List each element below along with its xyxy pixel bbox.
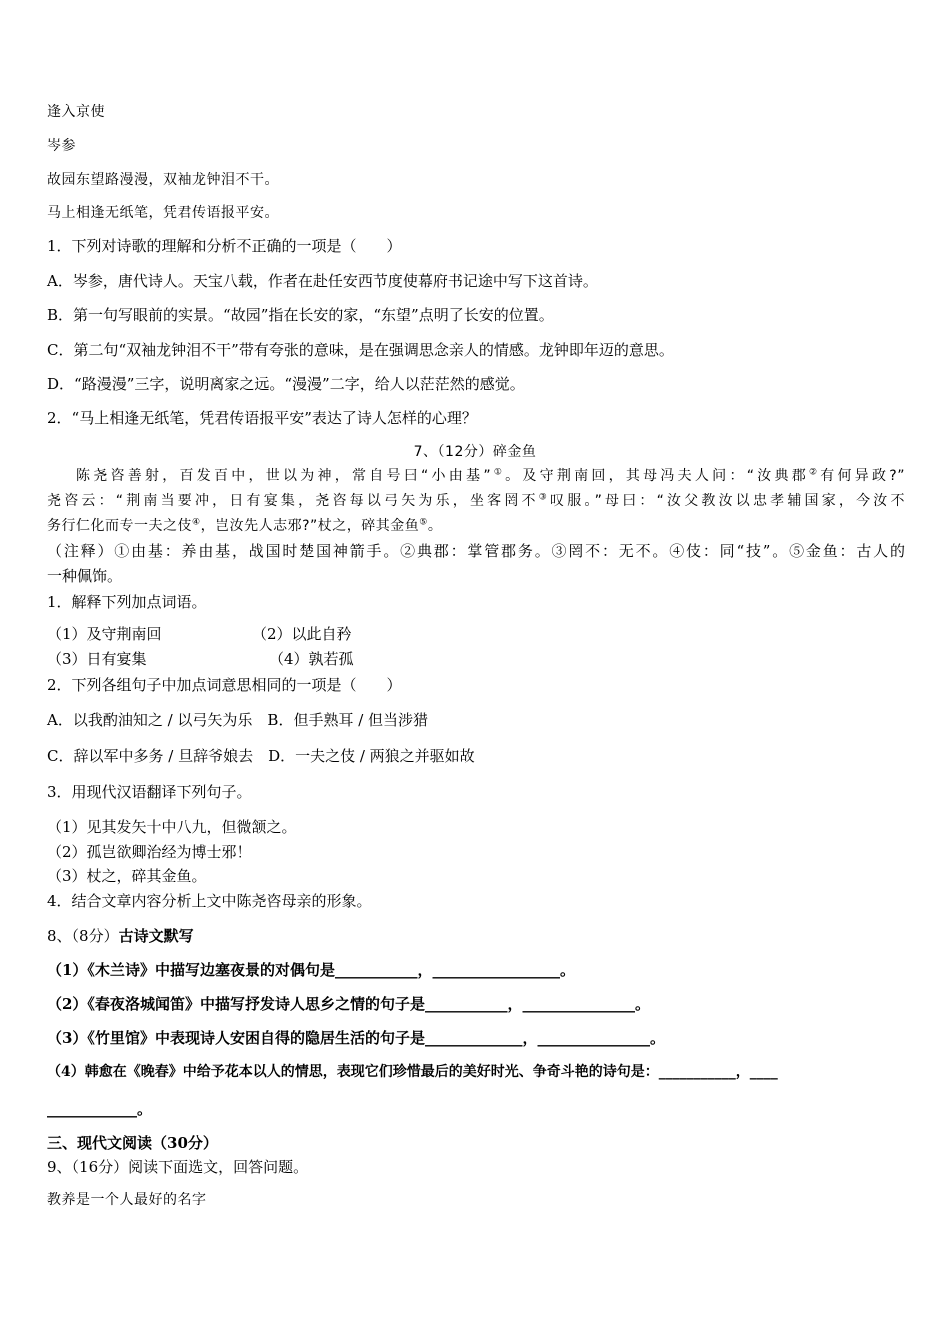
article-title: 教养是一个人最好的名字 [47,1192,207,1208]
word-row-1: （1）及守荆南回 （2）以此自矜 [47,625,352,643]
recite-item-2: （2）《春夜洛城闻笛》中描写抒发诗人思乡之情的句子是___________，_______________。 [47,995,650,1013]
question-2: 2．“马上相逢无纸笔，凭君传语报平安”表达了诗人怎样的心理？ [47,409,477,427]
section-3-heading: 三、现代文阅读（30分） [47,1134,218,1152]
question-1: 1．下列对诗歌的理解和分析不正确的一项是（ ） [47,237,402,255]
translate-3: （3）杖之，碎其金鱼。 [47,867,207,885]
question-7-3: 3．用现代汉语翻译下列句子。 [47,783,252,801]
poem-line-1: 故园东望路漫漫，双袖龙钟泪不干。 [47,172,279,188]
options-ab: A．以我酌油知之 / 以弓矢为乐 B．但手熟耳 / 但当涉猎 [47,711,429,729]
poem-author: 岑参 [47,138,76,154]
word-row-2: （3）日有宴集 （4）孰若孤 [47,650,354,668]
passage-line-3: 务行仁化而专一夫之伎④，岂汝先人志邪?”杖之，碎其金鱼⑤。 [47,517,443,534]
question-9: 9、（16分）阅读下面选文，回答问题。 [47,1158,309,1176]
options-cd: C．辞以军中多务 / 旦辞爷娘去 D．一夫之伎 / 两狼之并驱如故 [47,747,475,765]
question-7-4: 4．结合文章内容分析上文中陈尧咨母亲的形象。 [47,892,372,910]
translate-1: （1）见其发矢十中八九，但微颔之。 [47,818,297,836]
question-7-2: 2．下列各组句子中加点词意思相同的一项是（ ） [47,676,402,694]
notes-line-2: 一种佩饰。 [47,567,123,585]
recite-item-4: （4）韩愈在《晚春》中给予花本以人的情思，表现它们珍惜最后的美好时光、争奇斗艳的诗句是：___________，____ [47,1064,778,1080]
poem-title: 逢入京使 [47,104,105,120]
recite-item-1: （1）《木兰诗》中描写边塞夜景的对偶句是___________，_________________。 [47,961,575,979]
question-7-1: 1．解释下列加点词语。 [47,593,207,611]
notes-line-1: （注释）①由基：养由基，战国时楚国神箭手。②典郡：掌管郡务。③罔不：无不。④伎：同“技”。⑤金鱼：古人的 [47,542,905,560]
option-c: C．第二句“双袖龙钟泪不干”带有夸张的意味，是在强调思念亲人的情感。龙钟即年迈的意思。 [47,341,674,359]
section-7-heading: 7、（12分）碎金鱼 [413,444,537,460]
option-b: B．第一句写眼前的实景。“故园”指在长安的家，“东望”点明了长安的位置。 [47,306,554,324]
section-8-heading: 8、（8分）古诗文默写 [47,927,194,945]
option-a: A．岑参，唐代诗人。天宝八载，作者在赴任安西节度使幕府书记途中写下这首诗。 [47,272,598,290]
passage-line-2: 尧咨云：“荆南当要冲，日有宴集，尧咨每以弓矢为乐，坐客罔不③叹服。”母曰：“汝父教汝以忠孝辅国家，今汝不 [47,492,905,509]
poem-line-2: 马上相逢无纸笔，凭君传语报平安。 [47,205,279,221]
recite-item-4-cont: ____________。 [47,1100,153,1118]
recite-item-3: （3）《竹里馆》中表现诗人安困自得的隐居生活的句子是_____________，_______________。 [47,1029,665,1047]
translate-2: （2）孤岂欲卿治经为博士邪！ [47,843,252,861]
option-d: D．“路漫漫”三字，说明离家之远。“漫漫”二字，给人以茫茫然的感觉。 [47,375,525,393]
passage-line-1: 陈尧咨善射，百发百中，世以为神，常自号曰“小由基”①。及守荆南回，其母冯夫人问：“汝典郡②有何异政?” [76,467,905,484]
